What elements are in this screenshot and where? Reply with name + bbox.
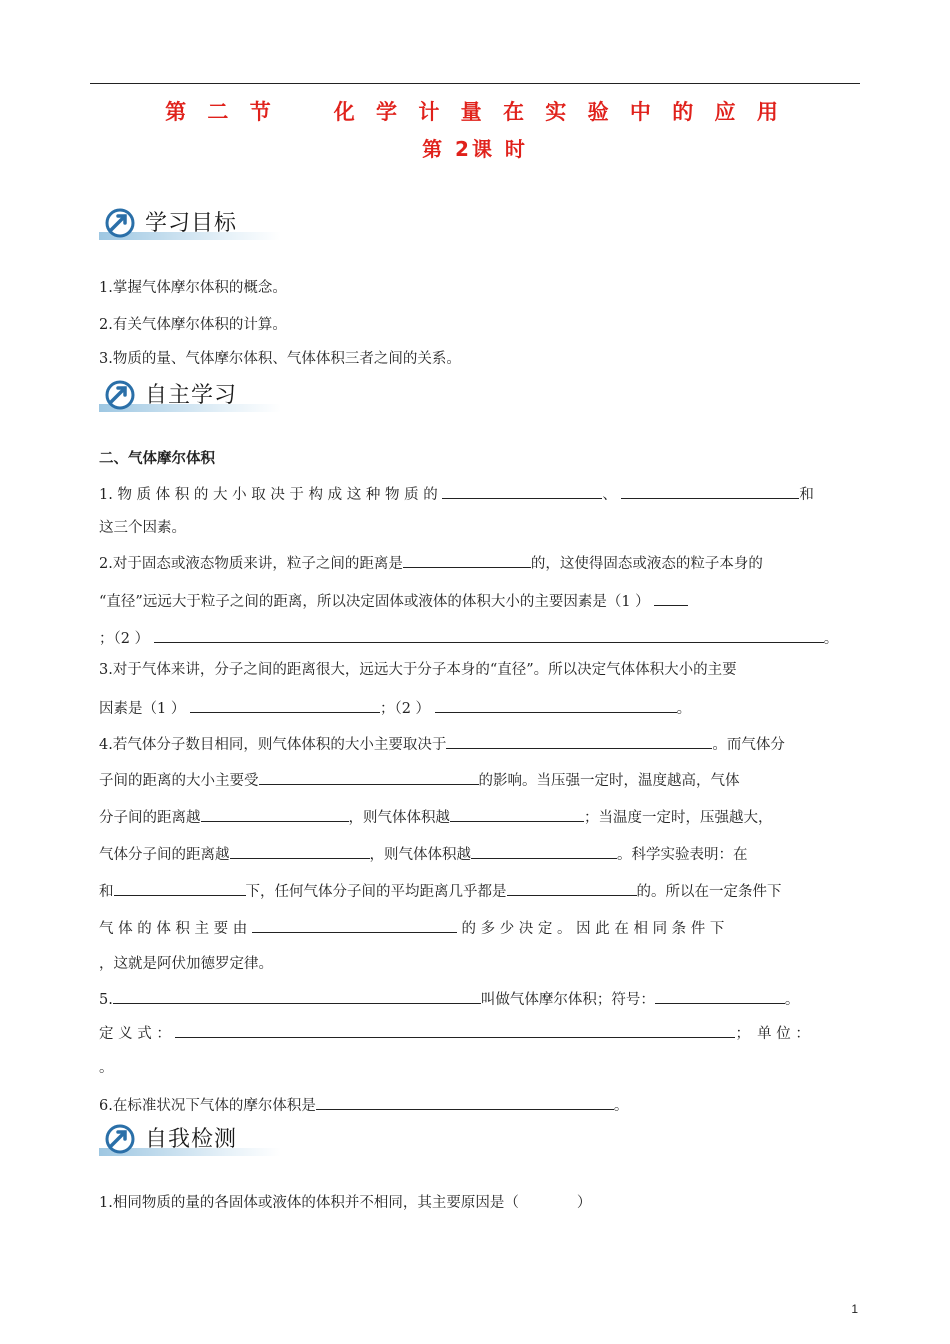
check-question-1: 1.相同物质的量的各固体或液体的体积并不相同，其主要原因是（ ） [99, 1195, 592, 1211]
question-4-line [99, 880, 854, 902]
question-5-line [99, 1022, 854, 1044]
answer-blank[interactable] [446, 733, 712, 749]
question-4-line [99, 917, 854, 939]
question-4-line [99, 733, 854, 755]
section-banner-objectives [99, 206, 281, 242]
objective-item: 1.掌握气体摩尔体积的概念。 [99, 280, 287, 296]
text: 2.对于固态或液态物质来讲，粒子之间的距离是 [99, 556, 403, 572]
page-subtitle: 第 2课 时 [422, 137, 528, 161]
answer-blank[interactable] [621, 483, 799, 499]
section-banner-self-study [99, 378, 281, 414]
text: 的影响。当压强一定时，温度越高，气体 [478, 773, 740, 789]
objective-item: 2.有关气体摩尔体积的计算。 [99, 317, 287, 333]
question-3-line: 3.对于气体来讲，分子之间的距离很大，远远大于分子本身的“直径”。所以决定气体体积大小的主要 [99, 662, 737, 678]
text: 。 [676, 701, 692, 717]
section-title: 学习目标 [145, 211, 238, 236]
question-3-line [99, 697, 854, 719]
question-4-line: ，这就是阿伏加德罗定律。 [99, 956, 273, 972]
answer-blank[interactable] [201, 806, 349, 822]
text: 下，任何气体分子间的平均距离几乎都是 [245, 884, 507, 900]
question-4-line [99, 769, 854, 791]
text: 定 义 式 ： [99, 1026, 171, 1042]
text: ； 单 位 ： [735, 1026, 810, 1042]
text: 的 多 少 决 定 。 因 此 在 相 同 条 件 下 [461, 921, 725, 937]
section-title: 自我检测 [145, 1127, 238, 1152]
text: 。 [613, 1098, 629, 1114]
answer-blank[interactable] [175, 1022, 735, 1038]
question-6-line [99, 1094, 854, 1116]
text: 分子间的距离越 [99, 810, 201, 826]
section-banner-self-check [99, 1122, 281, 1158]
text: 的。所以在一定条件下 [636, 884, 782, 900]
answer-blank[interactable] [442, 483, 602, 499]
answer-blank[interactable] [654, 590, 688, 606]
text: ，则气体体积越 [369, 847, 471, 863]
answer-blank[interactable] [507, 880, 637, 896]
question-5-line [99, 988, 854, 1010]
header-rule [90, 83, 860, 84]
text: 的，这使得固态或液态的粒子本身的 [530, 556, 763, 572]
text: 气 体 的 体 积 主 要 由 [99, 921, 248, 937]
question-4-line [99, 843, 854, 865]
objective-item: 3.物质的量、气体摩尔体积、气体体积三者之间的关系。 [99, 351, 461, 367]
answer-blank[interactable] [403, 552, 531, 568]
text: 。 [823, 631, 839, 647]
text: 4.若气体分子数目相同，则气体体积的大小主要取决于 [99, 737, 447, 753]
text: ；（2 ） [99, 631, 150, 647]
text: 。科学实验表明：在 [617, 847, 748, 863]
text: 、 [602, 487, 617, 503]
text: 1. 物 质 体 积 的 大 小 取 决 于 构 成 这 种 物 质 的 [99, 487, 438, 503]
text: 和 [99, 884, 114, 900]
text: 叫做气体摩尔体积；符号： [480, 992, 655, 1008]
text: “直径”远远大于粒子之间的距离，所以决定固体或液体的体积大小的主要因素是（1 ） [99, 594, 650, 610]
arrow-badge-icon [103, 1122, 143, 1156]
question-1-line: 这三个因素。 [99, 520, 186, 536]
text: 。而气体分 [712, 737, 785, 753]
answer-blank[interactable] [154, 627, 824, 643]
question-4-line [99, 806, 854, 828]
question-2-line [99, 552, 854, 574]
answer-blank[interactable] [113, 988, 481, 1004]
subsection-heading: 二、气体摩尔体积 [99, 451, 215, 467]
text: ；（2 ） [379, 701, 431, 717]
answer-blank[interactable] [471, 843, 617, 859]
text: 。 [784, 992, 800, 1008]
page-number: 1 [851, 1302, 858, 1316]
text: 气体分子间的距离越 [99, 847, 230, 863]
text: 5. [99, 992, 113, 1008]
answer-blank[interactable] [435, 697, 677, 713]
answer-blank[interactable] [450, 806, 584, 822]
question-2-line [99, 627, 854, 649]
text: 子间的距离的大小主要受 [99, 773, 259, 789]
text: 6.在标准状况下气体的摩尔体积是 [99, 1098, 316, 1114]
arrow-badge-icon [103, 378, 143, 412]
text: ，则气体体积越 [348, 810, 450, 826]
question-1-line [99, 483, 854, 505]
text: 和 [799, 487, 814, 503]
question-5-line: 。 [99, 1060, 114, 1076]
question-2-line [99, 590, 854, 612]
text: ；当温度一定时，压强越大， [584, 810, 773, 826]
answer-blank[interactable] [259, 769, 479, 785]
answer-blank[interactable] [230, 843, 370, 859]
answer-blank[interactable] [316, 1094, 614, 1110]
page-title: 第 二 节 化 学 计 量 在 实 验 中 的 应 用 [165, 100, 785, 124]
answer-blank[interactable] [252, 917, 457, 933]
arrow-badge-icon [103, 206, 143, 240]
text: 因素是（1 ） [99, 701, 186, 717]
answer-blank[interactable] [114, 880, 246, 896]
answer-blank[interactable] [655, 988, 785, 1004]
answer-blank[interactable] [190, 697, 380, 713]
section-title: 自主学习 [145, 383, 238, 408]
